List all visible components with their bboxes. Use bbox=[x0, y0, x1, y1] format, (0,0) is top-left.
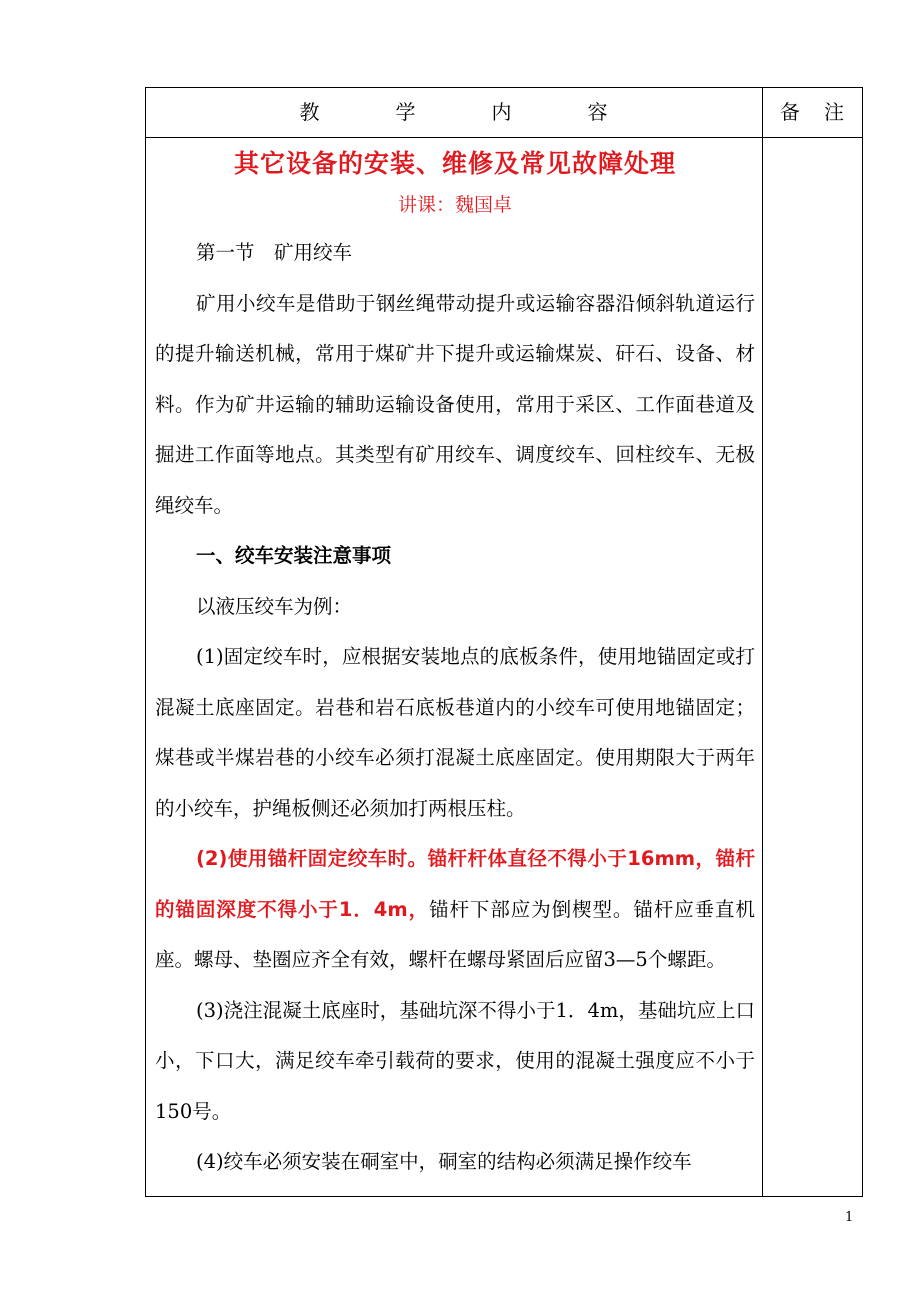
item-2-paragraph bbox=[155, 834, 755, 986]
header-char: 备 bbox=[780, 100, 800, 124]
page-number: 1 bbox=[845, 1210, 854, 1225]
item-2-text: 锚杆下部应为倒楔型。锚杆应垂直机座。螺母、垫圈应齐全有效，螺杆在螺母紧固后应留3—5个螺距。 bbox=[155, 897, 755, 971]
teaching-content-header bbox=[145, 87, 762, 137]
table-header-row bbox=[145, 87, 862, 137]
table-bottom-border bbox=[145, 1196, 863, 1197]
table-column-divider bbox=[762, 87, 763, 1197]
item-2-highlight: (2)使用锚杆固定绞车时。锚杆杆体直径不得小于16mm，锚杆的锚固深度不得小于1．4m， bbox=[155, 847, 755, 921]
table-right-border bbox=[862, 87, 863, 1197]
table-left-border bbox=[145, 87, 146, 1197]
intro-paragraph: 矿用小绞车是借助于钢丝绳带动提升或运输容器沿倾斜轨道运行的提升输送机械，常用于煤矿井下提升或运输煤炭、矸石、设备、材料。作为矿井运输的辅助运输设备使用，常用于采区、工作面巷道及掘进工作面等地点。其类型有矿用绞车、调度绞车、回柱绞车、无极绳绞车。 bbox=[155, 291, 755, 517]
lecturer-line: 讲课：魏国卓 bbox=[397, 194, 512, 216]
item-4-paragraph: (4)绞车必须安装在硐室中，硐室的结构必须满足操作绞车 bbox=[196, 1150, 692, 1173]
subsection-heading: 一、绞车安装注意事项 bbox=[196, 544, 392, 567]
header-char: 容 bbox=[587, 100, 608, 124]
teaching-content-body bbox=[155, 138, 755, 1188]
example-line: 以液压绞车为例： bbox=[196, 594, 353, 618]
header-char: 教 bbox=[299, 100, 320, 124]
section-heading: 第一节 矿用绞车 bbox=[196, 241, 353, 264]
header-char: 内 bbox=[491, 100, 512, 124]
item-3-paragraph: (3)浇注混凝土底座时，基础坑深不得小于1．4m，基础坑应上口小，下口大，满足绞车牵引载荷的要求，使用的混凝土强度应不小于150号。 bbox=[155, 998, 755, 1123]
item-1-paragraph: (1)固定绞车时，应根据安装地点的底板条件，使用地锚固定或打混凝土底座固定。岩巷和岩石底板巷道内的小绞车可使用地锚固定；煤巷或半煤岩巷的小绞车必须打混凝土底座固定。使用期限大于两年的小绞车，护绳板侧还必须加打两根压柱。 bbox=[155, 645, 755, 820]
document-title: 其它设备的安装、维修及常见故障处理 bbox=[233, 149, 676, 178]
notes-header bbox=[762, 87, 862, 137]
header-char: 注 bbox=[824, 100, 844, 124]
header-char: 学 bbox=[395, 100, 416, 124]
